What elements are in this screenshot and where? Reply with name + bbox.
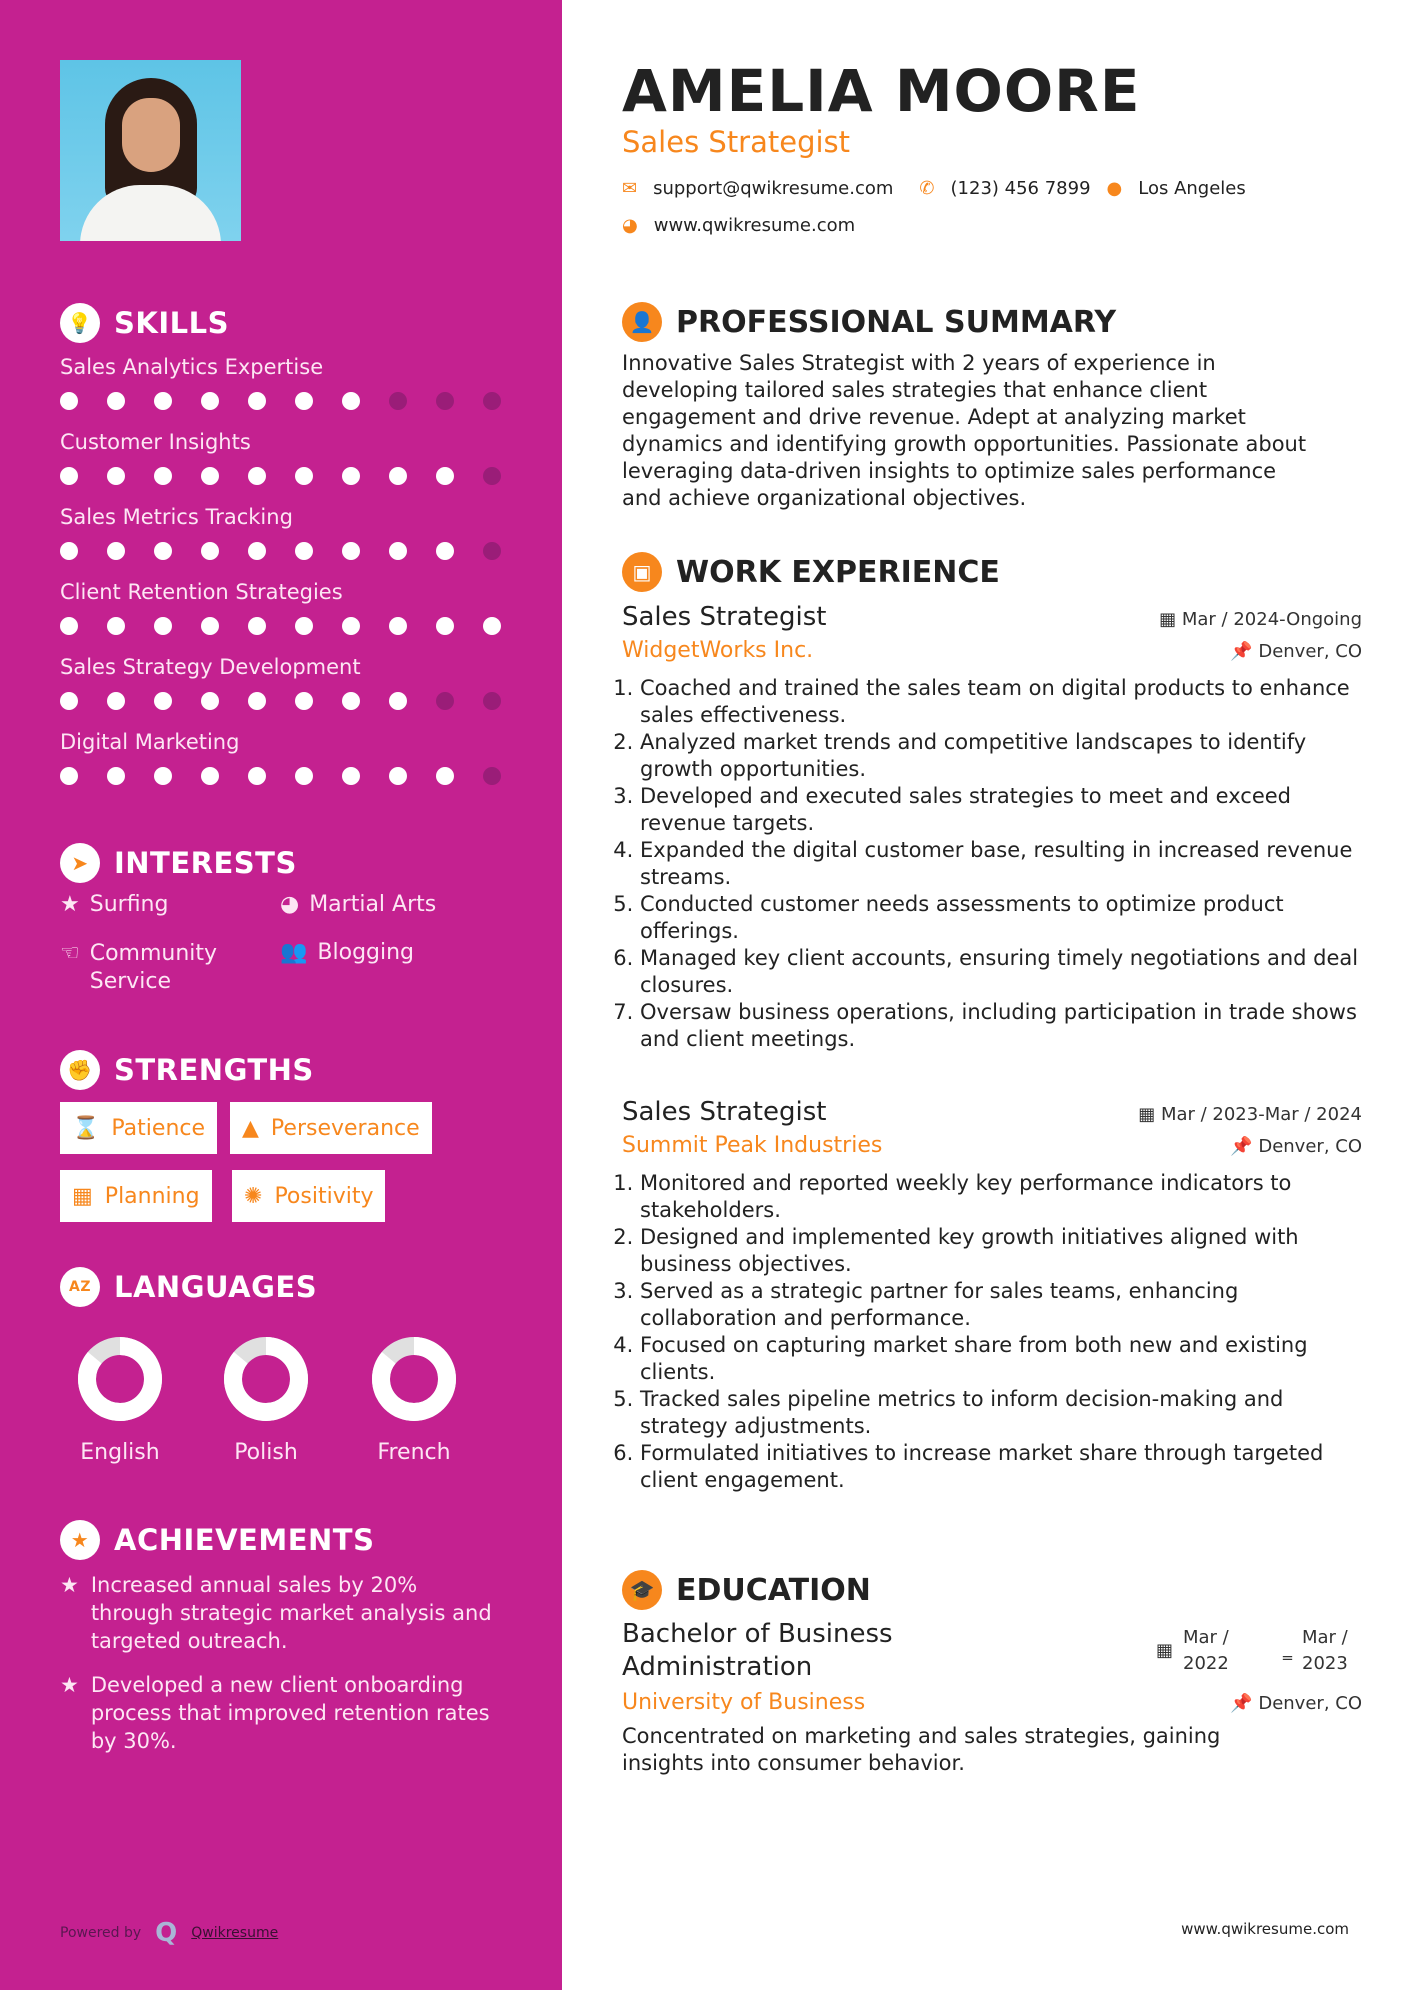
briefcase-chair-icon: ▣ — [622, 552, 662, 592]
education-section: 🎓 EDUCATION Bachelor of Business Administration ▦ Mar / 2022 ‗ Mar / 2023 University of Business 📌 Denver, CO Concentrated on marketing and sales strategies, gaining insights into consumer behavior. — [622, 1570, 1362, 1777]
achievement-item — [60, 1671, 500, 1755]
calendar-icon: ▦ — [1159, 609, 1177, 630]
lightbulb-icon: 💡 — [60, 303, 100, 343]
summary-title: PROFESSIONAL SUMMARY — [676, 304, 1117, 340]
star-icon: ★ — [60, 892, 80, 917]
job-bullets — [622, 1170, 1362, 1494]
edu-location: Denver, CO — [1258, 1693, 1362, 1714]
rating-dot — [154, 692, 172, 710]
skill-rating — [60, 467, 501, 485]
language-label: Polish — [234, 1440, 298, 1465]
summary-heading — [622, 302, 1362, 342]
star-icon: ★ — [60, 1673, 79, 1697]
rating-dot — [342, 392, 360, 410]
rating-dot — [295, 392, 313, 410]
rating-dot — [154, 467, 172, 485]
rating-dot — [389, 392, 407, 410]
rating-dot — [342, 467, 360, 485]
rating-dot — [483, 692, 501, 710]
edu-end: Mar / 2023 — [1302, 1627, 1348, 1674]
rating-dot — [107, 467, 125, 485]
strengths-heading — [60, 1050, 314, 1090]
rating-dot — [483, 767, 501, 785]
rating-dot — [436, 542, 454, 560]
rating-dot — [295, 467, 313, 485]
education-title: EDUCATION — [676, 1572, 871, 1608]
achievement-text: Developed a new client onboarding process that improved retention rates by 30%. — [90, 1673, 490, 1753]
award-star-icon: ★ — [60, 1520, 100, 1560]
rating-dot — [107, 617, 125, 635]
rating-dot — [248, 692, 266, 710]
job-bullet: 7. Oversaw business operations, including participation in trade shows and client meetings. — [640, 999, 1362, 1053]
rating-dot — [436, 392, 454, 410]
job-bullet: 4. Expanded the digital customer base, resulting in increased revenue streams. — [640, 837, 1362, 891]
sidebar — [0, 0, 562, 1990]
interest-item — [60, 940, 260, 996]
rating-dot — [295, 617, 313, 635]
education-heading — [622, 1570, 1362, 1610]
rating-dot — [248, 617, 266, 635]
achievement-text: Increased annual sales by 20% through strategic market analysis and targeted outreach. — [90, 1573, 492, 1653]
rating-dot — [389, 617, 407, 635]
rating-dot — [342, 542, 360, 560]
skill-rating — [60, 692, 501, 710]
star-icon: ★ — [60, 1573, 79, 1597]
experience-section — [622, 552, 1362, 1494]
job-dates: Mar / 2024-Ongoing — [1181, 609, 1362, 630]
job-location: Denver, CO — [1258, 641, 1362, 662]
rating-dot — [60, 392, 78, 410]
profile-photo — [60, 60, 241, 241]
rating-dot — [389, 692, 407, 710]
rating-dot — [295, 767, 313, 785]
powered-by — [60, 1918, 278, 1948]
skills-heading — [60, 303, 229, 343]
rating-dot — [483, 467, 501, 485]
rating-dot — [389, 542, 407, 560]
job-title: Sales Strategist — [622, 125, 851, 159]
rating-dot — [295, 692, 313, 710]
interests-title: INTERESTS — [114, 846, 297, 880]
rating-dot — [342, 767, 360, 785]
user-icon: 👤 — [622, 302, 662, 342]
rating-dot — [436, 617, 454, 635]
rating-dot — [60, 467, 78, 485]
strengths-title: STRENGTHS — [114, 1053, 314, 1087]
rating-dot — [201, 392, 219, 410]
paper-plane-icon: ➤ — [60, 843, 100, 883]
qwikresume-link[interactable]: Qwikresume — [191, 1925, 279, 1941]
job-bullet: 1. Coached and trained the sales team on digital products to enhance sales effectiveness. — [640, 675, 1362, 729]
language-donut — [77, 1336, 163, 1426]
globe-icon: ◕ — [622, 215, 638, 236]
job-bullet: 5. Tracked sales pipeline metrics to inform decision-making and strategy adjustments. — [640, 1386, 1362, 1440]
footer-website: www.qwikresume.com — [1181, 1920, 1349, 1938]
strength-chip — [232, 1170, 385, 1222]
rating-dot — [60, 767, 78, 785]
company: WidgetWorks Inc. — [622, 638, 814, 663]
job-bullet: 2. Analyzed market trends and competitive landscapes to identify growth opportunities. — [640, 729, 1362, 783]
language-donut-chart — [223, 1336, 309, 1422]
globe-icon: ◕ — [280, 892, 300, 917]
language-donut-chart — [371, 1336, 457, 1422]
interest-label: Martial Arts — [309, 892, 437, 917]
language-donut — [371, 1336, 457, 1426]
job-bullet: 1. Monitored and reported weekly key performance indicators to stakeholders. — [640, 1170, 1362, 1224]
strength-label: Positivity — [274, 1183, 374, 1209]
rating-dot — [483, 542, 501, 560]
job-location: Denver, CO — [1258, 1136, 1362, 1157]
languages-heading — [60, 1267, 317, 1307]
strength-label: Patience — [111, 1115, 206, 1141]
job-bullet: 4. Focused on capturing market share from both new and existing clients. — [640, 1332, 1362, 1386]
rating-dot — [107, 692, 125, 710]
skill-label: Sales Analytics Expertise — [60, 355, 324, 379]
language-donut-chart — [77, 1336, 163, 1422]
skill-label: Sales Metrics Tracking — [60, 505, 293, 529]
phone-icon: ✆ — [919, 178, 935, 199]
rating-dot — [60, 617, 78, 635]
skill-rating — [60, 542, 501, 560]
map-pin-icon: ● — [1106, 178, 1123, 199]
rating-dot — [154, 767, 172, 785]
rating-dot — [389, 467, 407, 485]
rating-dot — [389, 767, 407, 785]
job-entry — [622, 1097, 1362, 1494]
language-label: English — [80, 1440, 160, 1465]
achievements-title: ACHIEVEMENTS — [114, 1523, 375, 1557]
job-bullet: 6. Formulated initiatives to increase market share through targeted client engagement. — [640, 1440, 1362, 1494]
qwikresume-logo-icon: Q — [155, 1918, 178, 1948]
users-icon: 👥 — [280, 940, 308, 965]
interest-label: Blogging — [317, 940, 415, 965]
achievement-item — [60, 1571, 500, 1655]
envelope-icon: ✉ — [622, 178, 638, 199]
interest-item — [280, 892, 436, 917]
rating-dot — [436, 467, 454, 485]
calendar-icon: ▦ — [1138, 1104, 1156, 1125]
rating-dot — [248, 467, 266, 485]
rating-dot — [342, 617, 360, 635]
rating-dot — [107, 392, 125, 410]
skill-rating — [60, 767, 501, 785]
phone: (123) 456 7899 — [950, 178, 1091, 199]
education-text: Concentrated on marketing and sales strategies, gaining insights into consumer behavior. — [622, 1724, 1221, 1775]
skills-title: SKILLS — [114, 306, 229, 340]
rating-dot — [436, 767, 454, 785]
rating-dot — [201, 692, 219, 710]
graduation-icon: 🎓 — [622, 1570, 662, 1610]
language-label: French — [377, 1440, 451, 1465]
skill-label: Customer Insights — [60, 430, 251, 454]
rating-dot — [201, 542, 219, 560]
candidate-name: AMELIA MOORE — [622, 57, 1141, 125]
pushpin-icon: 📌 — [1230, 1693, 1253, 1714]
skill-label: Client Retention Strategies — [60, 580, 343, 604]
interest-label: Surfing — [89, 892, 169, 917]
rating-dot — [483, 617, 501, 635]
skill-label: Digital Marketing — [60, 730, 240, 754]
rating-dot — [248, 392, 266, 410]
rating-dot — [154, 542, 172, 560]
summary-text: Innovative Sales Strategist with 2 years of experience in developing tailored sales strategies that enhance client engagement and drive revenue. Adept at analyzing market dynamics and identifying growth opportunities. Passionate about leveraging data-driven insights to optimize sales performance and achieve organizational objectives. — [622, 351, 1307, 510]
interests-heading — [60, 843, 297, 883]
header — [622, 58, 1362, 236]
job-title: Sales Strategist — [622, 602, 827, 632]
calendar-icon: ▦ — [72, 1183, 93, 1209]
rating-dot — [201, 617, 219, 635]
sun-icon: ✺ — [244, 1183, 263, 1209]
interest-item — [280, 940, 414, 965]
company: Summit Peak Industries — [622, 1133, 883, 1158]
job-title: Sales Strategist — [622, 1097, 827, 1127]
job-bullet: 3. Developed and executed sales strategies to meet and exceed revenue targets. — [640, 783, 1362, 837]
job-bullet: 2. Designed and implemented key growth initiatives aligned with business objectives. — [640, 1224, 1362, 1278]
job-entry — [622, 602, 1362, 1053]
job-bullet: 3. Served as a strategic partner for sales teams, enhancing collaboration and performance. — [640, 1278, 1362, 1332]
rating-dot — [154, 392, 172, 410]
rating-dot — [436, 692, 454, 710]
website-row — [622, 215, 1362, 236]
rating-dot — [483, 392, 501, 410]
job-bullet: 5. Conducted customer needs assessments to optimize product offerings. — [640, 891, 1362, 945]
edu-start: Mar / 2022 — [1183, 1627, 1229, 1674]
rating-dot — [154, 617, 172, 635]
rating-dot — [107, 542, 125, 560]
pushpin-icon: 📌 — [1230, 1136, 1253, 1157]
rating-dot — [107, 767, 125, 785]
location: Los Angeles — [1138, 178, 1246, 199]
rating-dot — [248, 542, 266, 560]
contact-row — [622, 178, 1362, 199]
experience-title: WORK EXPERIENCE — [676, 554, 1000, 590]
strength-chip — [60, 1102, 217, 1154]
degree: Bachelor of Business Administration — [622, 1619, 893, 1682]
experience-heading — [622, 552, 1362, 592]
hand-icon: ☜ — [60, 941, 80, 966]
skill-rating — [60, 392, 501, 410]
translate-icon: AZ — [60, 1267, 100, 1307]
rating-dot — [201, 767, 219, 785]
job-bullet: 6. Managed key client accounts, ensuring timely negotiations and deal closures. — [640, 945, 1362, 999]
strength-label: Planning — [104, 1183, 200, 1209]
road-icon: ▲ — [242, 1115, 259, 1141]
website: www.qwikresume.com — [653, 215, 856, 236]
strength-chip — [230, 1102, 432, 1154]
fist-icon: ✊ — [60, 1050, 100, 1090]
calendar-icon: ▦ — [1155, 1640, 1173, 1661]
school: University of Business — [622, 1690, 866, 1715]
language-donut — [223, 1336, 309, 1426]
powered-label: Powered by — [60, 1925, 142, 1941]
interest-label: Community Service — [89, 941, 218, 994]
email: support@qwikresume.com — [653, 178, 894, 199]
skill-rating — [60, 617, 501, 635]
job-dates: Mar / 2023-Mar / 2024 — [1160, 1104, 1362, 1125]
strength-chip — [60, 1170, 212, 1222]
skill-label: Sales Strategy Development — [60, 655, 361, 679]
rating-dot — [295, 542, 313, 560]
rating-dot — [60, 692, 78, 710]
languages-title: LANGUAGES — [114, 1270, 318, 1304]
strength-label: Perseverance — [270, 1115, 420, 1141]
pushpin-icon: 📌 — [1230, 641, 1253, 662]
interest-item — [60, 892, 168, 917]
rating-dot — [342, 692, 360, 710]
job-bullets — [622, 675, 1362, 1053]
summary-section — [622, 302, 1362, 512]
rating-dot — [248, 767, 266, 785]
achievements-heading — [60, 1520, 374, 1560]
rating-dot — [201, 467, 219, 485]
hourglass-icon: ⌛ — [72, 1115, 100, 1141]
rating-dot — [60, 542, 78, 560]
